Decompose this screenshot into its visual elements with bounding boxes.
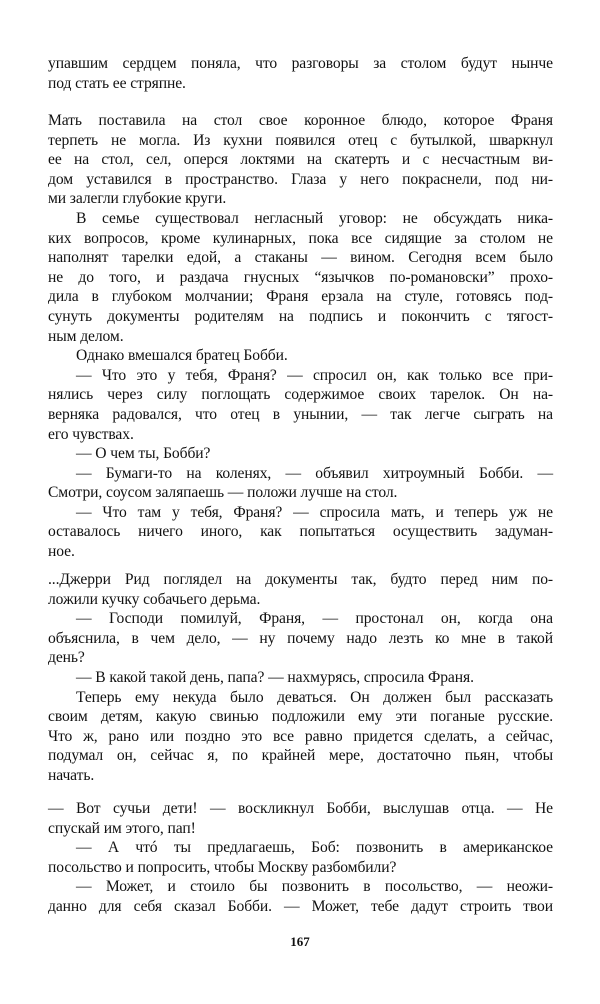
text-line: дила в глубоком молчании; Франя ерзала на стуле, готовясь под-: [48, 288, 553, 306]
text-line: — О чем ты, Бобби?: [76, 445, 211, 463]
text-line: спускай им этого, пап!: [48, 819, 196, 837]
text-line: дом уставился в пространство. Глаза у него покраснели, под ни-: [48, 170, 553, 188]
text-line: ...Джерри Рид поглядел на документы так, будто перед ним по-: [48, 571, 553, 588]
text-line: своим детям, какую свинью подложили ему эти поганые русские.: [48, 708, 553, 726]
text-line: его чувствах.: [48, 425, 134, 443]
page-number: 167: [290, 934, 310, 949]
text-line: — Что там у тебя, Франя? — спросила мать, и теперь уж не: [76, 503, 553, 521]
text-line: — Господи помилуй, Франя, — простонал он, когда она: [76, 610, 553, 628]
text-block-2: [48, 111, 553, 562]
text-line: объяснила, в чем дело, — ну почему надо лезть ко мне в такой: [48, 629, 553, 647]
text-line: Смотри, соусом заляпаешь — положи лучше на стол.: [48, 484, 398, 502]
text-line: не до того, и раздача гнусных “язычков по-романовски” прохо-: [48, 268, 553, 286]
text-line: ное.: [48, 543, 75, 561]
text-line: — В какой такой день, папа? — нахмурясь, спросила Франя.: [76, 668, 474, 686]
text-line: ным делом.: [48, 327, 124, 345]
text-line: — Вот сучьи дети! — воскликнул Бобби, выслушав отца. — Не: [48, 800, 553, 817]
text-block-4: [48, 799, 553, 917]
text-line: день?: [48, 649, 85, 667]
text-line: ми залегли глубокие круги.: [48, 190, 227, 208]
text-line: сунуть документы родителям на подпись и покончить с тягост-: [48, 307, 553, 325]
text-line: упавшим сердцем поняла, что разговоры за столом будут нынче: [48, 55, 553, 72]
text-line: терпеть не могла. Из кухни появился отец с бутылкой, шваркнул: [48, 131, 553, 149]
text-line: ких вопросов, кроме кулинарных, пока все сидящие за столом не: [48, 229, 553, 247]
text-line: ее на стол, сел, оперся локтями на скатерть и с несчастным ви-: [48, 151, 553, 169]
text-line: посольство и попросить, чтобы Москву разбомбили?: [48, 858, 397, 876]
text-line: Теперь ему некуда было деваться. Он должен был рассказать: [76, 688, 553, 706]
text-line: верняка радовался, что отец в унынии, — так легче сыграть на: [48, 405, 553, 423]
text-line: — А чтó ты предлагаешь, Боб: позвонить в американское: [76, 839, 553, 857]
text-line: — Что это у тебя, Франя? — спросил он, как только все при-: [76, 366, 553, 384]
text-line: нялись через силу поглощать содержимое своих тарелок. Он на-: [48, 386, 553, 404]
text-line: В семье существовал негласный уговор: не обсуждать ника-: [76, 209, 553, 227]
text-line: оставалось ничего иного, как попытаться осуществить задуман-: [48, 523, 553, 541]
text-block-1: [48, 54, 553, 93]
text-line: Мать поставила на стол свое коронное блюдо, которое Франя: [48, 112, 553, 129]
text-line: — Бумаги-то на коленях, — объявил хитроумный Бобби. —: [76, 464, 553, 482]
text-line: ложили кучку собачьего дерьма.: [48, 590, 261, 608]
text-line: наполнят тарелки едой, а стаканы — вином. Сегодня всем было: [48, 249, 553, 267]
text-line: данно для себя сказал Бобби. — Может, тебе дадут строить твои: [48, 897, 553, 915]
text-line: подумал он, сейчас я, по крайней мере, достаточно пьян, чтобы: [48, 747, 553, 765]
text-line: Однако вмешался братец Бобби.: [76, 347, 288, 365]
text-line: под стать ее стряпне.: [48, 74, 186, 92]
text-line: — Может, и стоило бы позвонить в посольство, — неожи-: [76, 878, 553, 896]
text-block-3: [48, 570, 553, 786]
text-line: начать.: [48, 766, 95, 784]
text-line: Что ж, рано или поздно это все равно придется сделать, а сейчас,: [48, 727, 553, 745]
